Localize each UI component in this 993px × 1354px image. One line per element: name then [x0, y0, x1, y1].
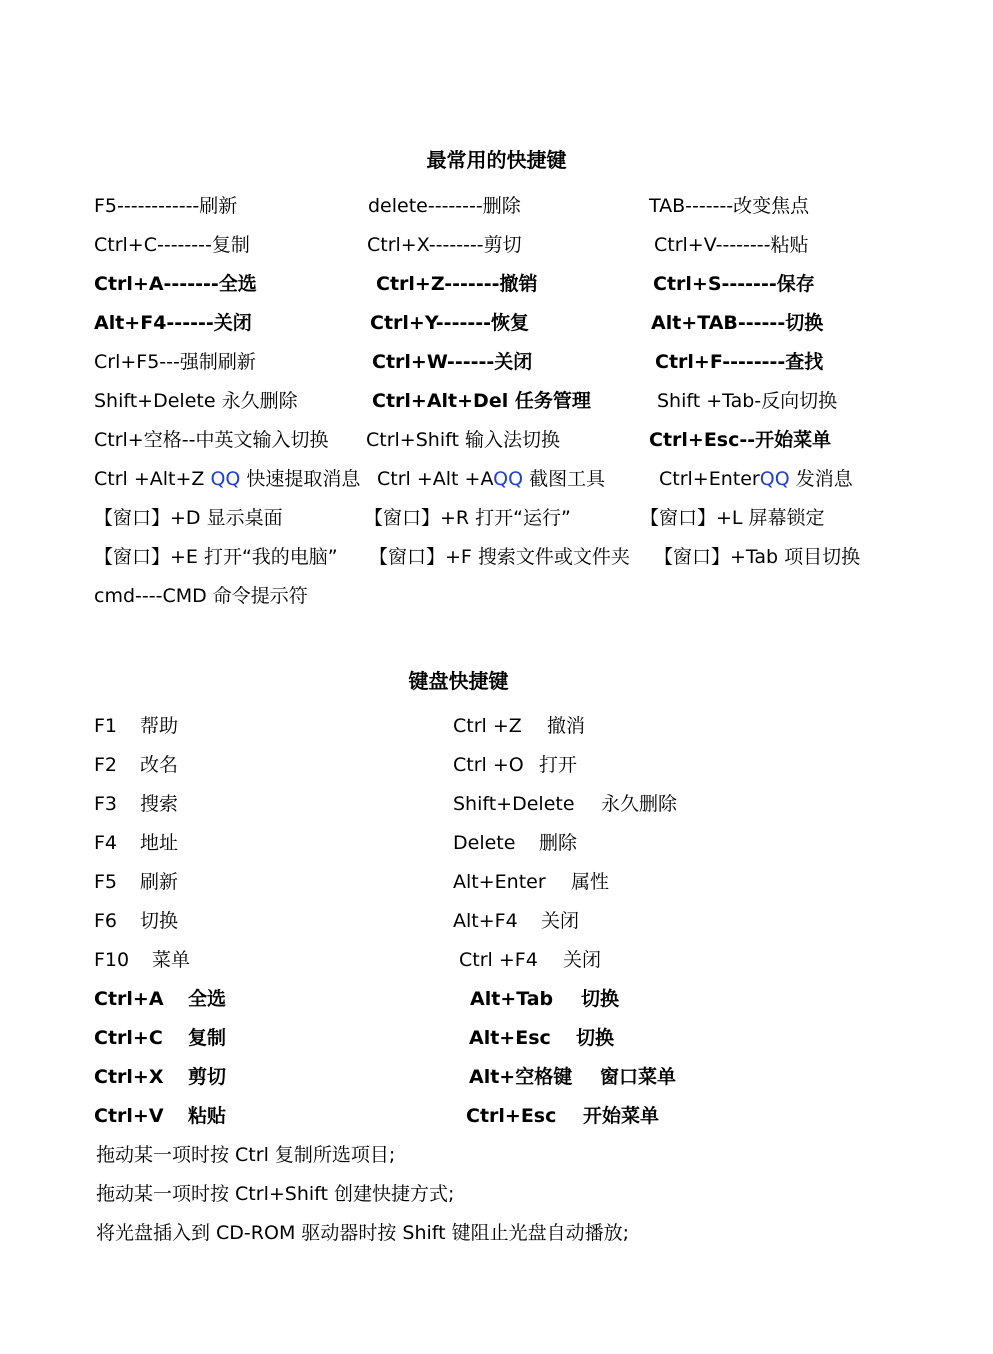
shortcut-key: F1 — [94, 715, 118, 737]
shortcut-action: 撤消 — [547, 715, 586, 737]
shortcut-key: Ctrl +O — [453, 754, 524, 776]
shortcut-item: cmd----CMD 命令提示符 — [94, 585, 308, 607]
shortcut-keys: Ctrl+Enter — [659, 468, 760, 490]
shortcut-item: delete--------删除 — [368, 195, 521, 217]
shortcut-item: 【窗口】+E 打开“我的电脑” — [94, 546, 338, 568]
shortcut-item: Alt+TAB------切换 — [651, 312, 824, 334]
shortcut-action: 关闭 — [563, 949, 602, 971]
shortcut-item-qq-extract — [94, 467, 360, 491]
shortcut-key: Delete — [453, 832, 516, 854]
shortcut-item: Ctrl+V--------粘贴 — [654, 234, 809, 256]
shortcut-key: Ctrl+C — [94, 1027, 163, 1049]
shortcut-item: Ctrl+Shift 输入法切换 — [366, 429, 560, 451]
qq-label: QQ — [493, 468, 524, 490]
shortcut-key: Ctrl+Esc — [466, 1105, 557, 1127]
shortcut-item: Crl+F5---强制刷新 — [94, 351, 256, 373]
shortcut-action: 关闭 — [541, 910, 580, 932]
shortcut-action: 改名 — [140, 754, 179, 776]
shortcut-action: 快速提取消息 — [240, 468, 361, 490]
shortcut-item: Ctrl+S-------保存 — [653, 273, 815, 295]
shortcut-action: 帮助 — [140, 715, 179, 737]
shortcut-item: F5------------刷新 — [94, 195, 238, 217]
shortcut-action: 复制 — [188, 1027, 227, 1049]
shortcut-action: 粘贴 — [188, 1105, 227, 1127]
shortcut-key: Ctrl+X — [94, 1066, 164, 1088]
shortcut-key: Ctrl+A — [94, 988, 164, 1010]
shortcut-item: Ctrl+Z-------撤销 — [376, 273, 538, 295]
shortcut-action: 发消息 — [789, 468, 853, 490]
shortcut-key: Alt+Tab — [470, 988, 554, 1010]
shortcut-item: Ctrl+空格--中英文输入切换 — [94, 429, 329, 451]
section-title-common: 最常用的快捷键 — [426, 148, 567, 172]
shortcut-action: 打开 — [539, 754, 578, 776]
note-line: 拖动某一项时按 Ctrl+Shift 创建快捷方式; — [96, 1183, 455, 1205]
shortcut-key: F4 — [94, 832, 118, 854]
shortcut-item: Ctrl+W------关闭 — [372, 351, 533, 373]
shortcut-action: 开始菜单 — [583, 1105, 660, 1127]
shortcut-key: F6 — [94, 910, 118, 932]
shortcut-key: Alt+Esc — [469, 1027, 551, 1049]
shortcut-item: Ctrl+C--------复制 — [94, 234, 250, 256]
note-line: 将光盘插入到 CD-ROM 驱动器时按 Shift 键阻止光盘自动播放; — [96, 1222, 630, 1244]
shortcut-item: Ctrl+Y-------恢复 — [370, 312, 529, 334]
qq-label: QQ — [210, 468, 241, 490]
shortcut-item: 【窗口】+F 搜索文件或文件夹 — [369, 546, 630, 568]
shortcut-item: Ctrl+F--------查找 — [655, 351, 824, 373]
shortcut-key: Alt+空格键 — [469, 1066, 573, 1088]
shortcut-keys: Ctrl +Alt +A — [377, 468, 494, 490]
shortcut-keys: Ctrl +Alt+Z — [94, 468, 211, 490]
shortcut-action: 剪切 — [188, 1066, 227, 1088]
shortcut-item: Ctrl+Esc--开始菜单 — [649, 429, 832, 451]
shortcut-action: 搜索 — [140, 793, 179, 815]
shortcut-action: 刷新 — [140, 871, 179, 893]
shortcut-key: Alt+F4 — [453, 910, 518, 932]
shortcut-action: 地址 — [140, 832, 179, 854]
note-line: 拖动某一项时按 Ctrl 复制所选项目; — [96, 1144, 396, 1166]
shortcut-item: Ctrl+Alt+Del 任务管理 — [372, 390, 591, 412]
shortcut-key: Ctrl+V — [94, 1105, 164, 1127]
shortcut-action: 属性 — [571, 871, 610, 893]
shortcut-action: 切换 — [576, 1027, 615, 1049]
shortcut-key: Shift+Delete — [453, 793, 575, 815]
shortcut-item: 【窗口】+R 打开“运行” — [364, 507, 571, 529]
shortcut-item: 【窗口】+D 显示桌面 — [94, 507, 283, 529]
section-title-keyboard: 键盘快捷键 — [408, 669, 509, 693]
shortcut-item: Shift +Tab-反向切换 — [657, 390, 838, 412]
shortcut-action: 删除 — [539, 832, 578, 854]
shortcut-action: 截图工具 — [523, 468, 606, 490]
shortcut-action: 窗口菜单 — [600, 1066, 677, 1088]
shortcut-item-qq-send — [659, 467, 853, 491]
shortcut-item: Alt+F4------关闭 — [94, 312, 252, 334]
shortcut-item: 【窗口】+L 屏幕锁定 — [640, 507, 825, 529]
shortcut-action: 切换 — [581, 988, 620, 1010]
shortcut-action: 永久删除 — [601, 793, 678, 815]
qq-label: QQ — [759, 468, 790, 490]
shortcut-key: F2 — [94, 754, 118, 776]
shortcut-item: Shift+Delete 永久删除 — [94, 390, 298, 412]
shortcut-item-qq-screenshot — [377, 467, 605, 491]
shortcut-item: Ctrl+X--------剪切 — [367, 234, 522, 256]
shortcut-item: TAB-------改变焦点 — [649, 195, 810, 217]
shortcut-action: 菜单 — [152, 949, 191, 971]
shortcut-key: F5 — [94, 871, 118, 893]
shortcut-item: Ctrl+A-------全选 — [94, 273, 257, 295]
shortcut-action: 切换 — [140, 910, 179, 932]
shortcut-key: Ctrl +Z — [453, 715, 522, 737]
shortcut-key: F10 — [94, 949, 130, 971]
shortcut-key: Ctrl +F4 — [459, 949, 538, 971]
shortcut-key: F3 — [94, 793, 118, 815]
shortcut-key: Alt+Enter — [453, 871, 546, 893]
shortcut-item: 【窗口】+Tab 项目切换 — [654, 546, 861, 568]
shortcut-action: 全选 — [188, 988, 227, 1010]
